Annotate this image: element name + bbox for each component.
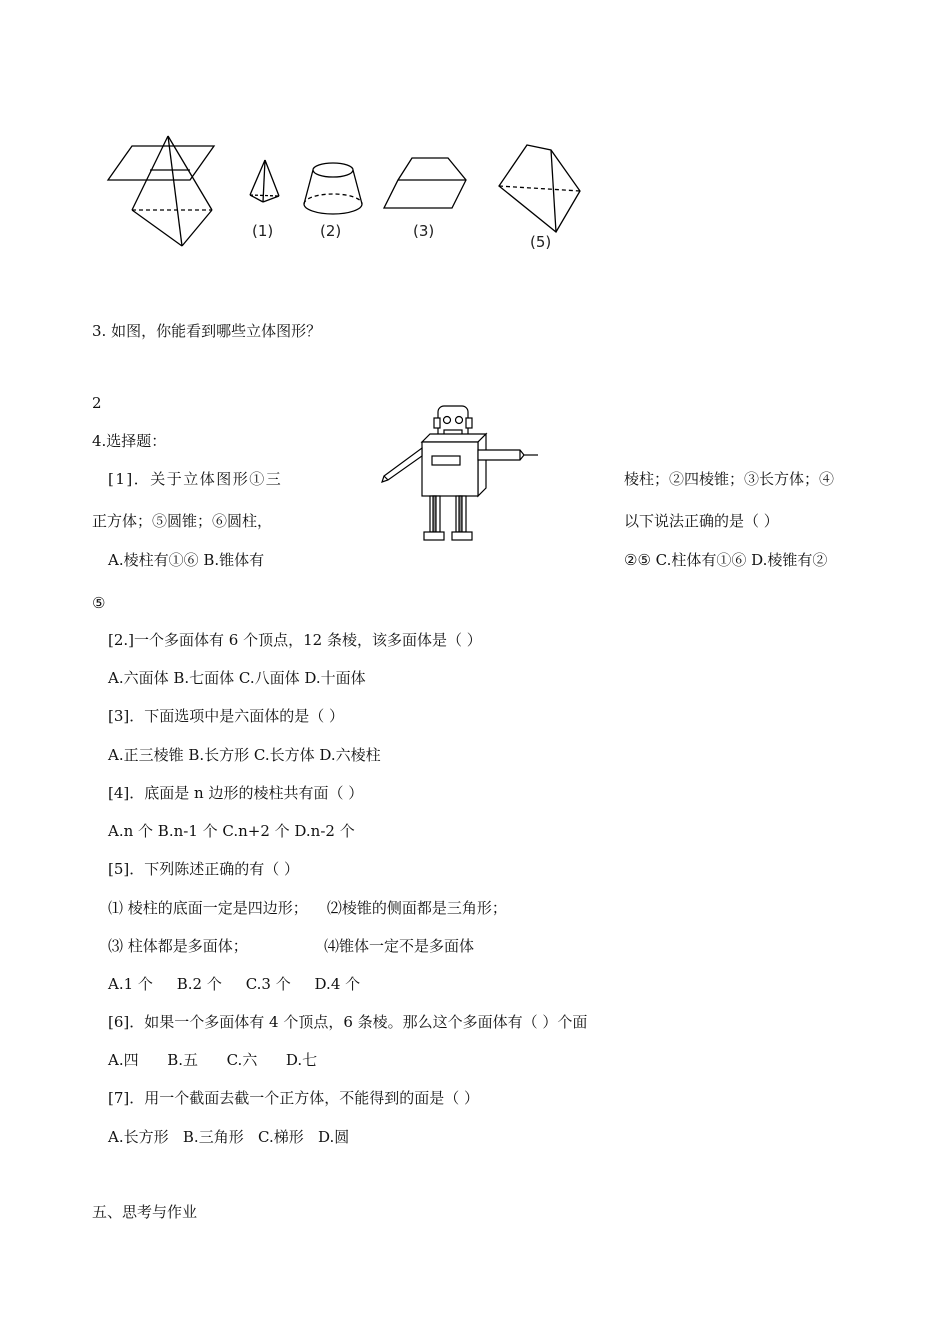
q4-1-line1-left: [1]．关于立体图形①三: [108, 470, 283, 488]
q4-7: [7]．用一个截面去截一个正方体，不能得到的面是（ ）: [108, 1089, 480, 1107]
q4-7-options: A.长方形 B.三角形 C.梯形 D.圆: [108, 1128, 350, 1146]
figure-label-5: (5): [530, 233, 552, 251]
figure-label-2: (2): [320, 222, 342, 240]
q4-6-options: A.四 B.五 C.六 D.七: [108, 1051, 318, 1069]
q4-4: [4]．底面是 n 边形的棱柱共有面（ ）: [108, 784, 364, 802]
section-5-heading: 五、思考与作业: [92, 1203, 198, 1221]
q4-1-line3-left: A.棱柱有①⑥ B.锥体有: [108, 551, 265, 569]
robot-body-icon: [422, 434, 486, 496]
q4-2: [2.]一个多面体有 6 个顶点，12 条棱，该多面体是（ ）: [108, 631, 482, 649]
robot-figure: [378, 404, 548, 554]
solids-figure: [0, 0, 950, 280]
q4-5-statements-2: ⑶ 柱体都是多面体； ⑷锥体一定不是多面体: [108, 937, 475, 955]
robot-left-arm-icon: [382, 448, 422, 482]
q4-6: [6]．如果一个多面体有 4 个顶点，6 条棱。那么这个多面体有（ ）个面: [108, 1013, 588, 1031]
q4-5-statements-1: ⑴ 棱柱的底面一定是四边形； ⑵棱锥的侧面都是三角形；: [108, 899, 507, 917]
question-3: 3. 如图，你能看到哪些立体图形？: [92, 322, 322, 340]
figure-label-3: (3): [413, 222, 435, 240]
robot-right-arm-icon: [478, 450, 538, 460]
q4-1-line3-right: ②⑤ C.柱体有①⑥ D.棱锥有②: [624, 551, 828, 569]
q4-4-options: A.n 个 B.n-1 个 C.n+2 个 D.n-2 个: [108, 822, 355, 840]
tetrahedron-icon: [250, 160, 279, 202]
prism-frustum-icon: [384, 158, 466, 208]
page-number: 2: [92, 394, 102, 412]
q4-1-line1-right: 棱柱；②四棱锥；③长方体；④: [624, 470, 835, 488]
q4-1-line2-left: 正方体；⑤圆锥；⑥圆柱，: [92, 512, 273, 530]
q4-1-line2-right: 以下说法正确的是（ ）: [624, 512, 779, 530]
q4-3: [3]．下面选项中是六面体的是（ ）: [108, 707, 345, 725]
cone-frustum-icon: [304, 163, 362, 214]
q4-3-options: A.正三棱锥 B.长方形 C.长方体 D.六棱柱: [108, 746, 381, 764]
question-4-heading: 4.选择题：: [92, 432, 167, 450]
figure-label-1: (1): [252, 222, 274, 240]
q4-2-options: A.六面体 B.七面体 C.八面体 D.十面体: [108, 669, 366, 687]
q4-5-options: A.1 个 B.2 个 C.3 个 D.4 个: [108, 975, 361, 993]
q4-5: [5]．下列陈述正确的有（ ）: [108, 860, 300, 878]
q4-1-line4: ⑤: [92, 594, 106, 612]
robot-legs-icon: [424, 496, 472, 540]
triangular-prism-icon: [499, 145, 580, 232]
plane-cutting-pyramid-icon: [108, 136, 214, 246]
